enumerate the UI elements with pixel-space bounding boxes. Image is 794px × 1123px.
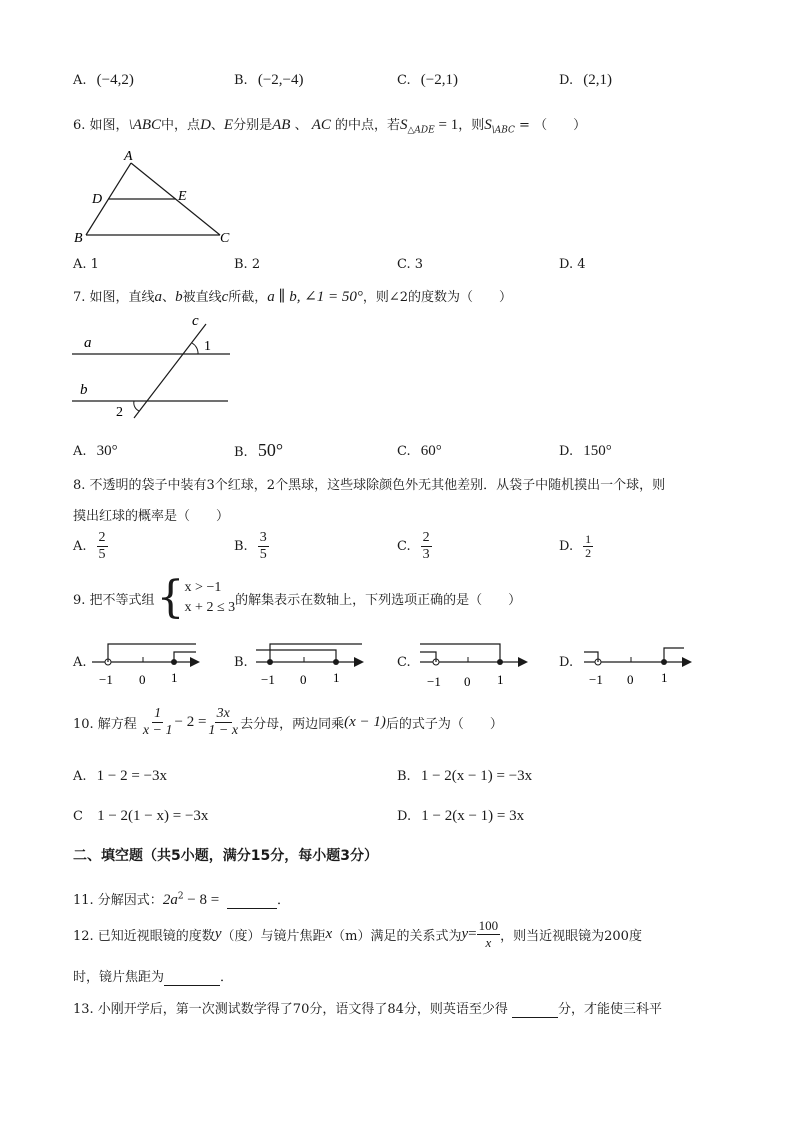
angle-2-arc bbox=[134, 401, 139, 411]
label-1: 1 bbox=[204, 339, 211, 354]
exponent: 2 bbox=[177, 891, 184, 902]
expression: − 8 = bbox=[183, 892, 223, 908]
option-value: 50° bbox=[257, 440, 284, 460]
q6-option-d[interactable] bbox=[559, 257, 586, 272]
stem-text: 7. 如图，直线 bbox=[73, 290, 155, 305]
tick-label: 1 bbox=[497, 672, 504, 687]
stem-text: 13. 小刚开学后，第一次测试数学得了70分，语文得了84分，则英语至少得 bbox=[73, 1002, 513, 1017]
label-a: A bbox=[124, 149, 133, 164]
ray-right-from-minus1 bbox=[270, 644, 362, 662]
option-letter: B. bbox=[234, 73, 248, 88]
q7-option-a[interactable] bbox=[73, 443, 118, 460]
variable-y: y bbox=[214, 926, 222, 942]
option-value: 1 − 2(x − 1) = −3x bbox=[420, 768, 533, 784]
stem-text: 9. 把不等式组 bbox=[73, 592, 155, 608]
stem-text: 11. 分解因式： bbox=[73, 893, 163, 908]
axis-arrow bbox=[354, 657, 364, 667]
area-symbol: S bbox=[484, 117, 492, 133]
angle-1-arc bbox=[192, 343, 198, 354]
numerator: 2 bbox=[422, 530, 430, 545]
numerator: 1 bbox=[585, 532, 592, 546]
option-letter: A. bbox=[73, 769, 87, 784]
label-c: C bbox=[220, 231, 230, 245]
q13-line1 bbox=[73, 998, 662, 1018]
tick-label: 1 bbox=[333, 670, 340, 685]
fraction bbox=[421, 530, 432, 563]
area-subscript: \ABC bbox=[491, 125, 515, 136]
q6-option-b[interactable] bbox=[234, 257, 260, 272]
q6-triangle-figure bbox=[70, 145, 240, 245]
q6-option-a[interactable] bbox=[73, 257, 99, 272]
denominator: 3 bbox=[422, 547, 430, 562]
tick-label: 0 bbox=[300, 672, 307, 687]
system-brace: { bbox=[156, 572, 185, 623]
variable-y: y bbox=[461, 926, 469, 942]
stem-text: 10. 解方程 bbox=[73, 717, 137, 732]
tick-label: −1 bbox=[261, 672, 275, 687]
numerator: 100 bbox=[478, 918, 499, 933]
stem-text: 去分母，两边同乘 bbox=[240, 717, 345, 732]
label-e: E bbox=[178, 189, 187, 204]
q10-stem bbox=[73, 706, 503, 739]
denominator: 5 bbox=[259, 547, 267, 562]
fraction bbox=[477, 918, 501, 951]
option-letter: C. bbox=[397, 73, 411, 88]
stem-text: 分，才能使三科平 bbox=[558, 1002, 663, 1017]
option-value: 1 − 2(x − 1) = 3x bbox=[421, 808, 525, 824]
option-letter: B. bbox=[234, 539, 248, 554]
option-letter: A. bbox=[73, 257, 87, 272]
numerator: 1 bbox=[154, 706, 162, 721]
q9-option-d-number-line[interactable] bbox=[580, 640, 696, 690]
q7-option-d[interactable] bbox=[559, 443, 612, 460]
q5-option-a[interactable] bbox=[73, 72, 134, 89]
option-value: 3 bbox=[414, 257, 424, 272]
option-value: 1 − 2 = −3x bbox=[96, 768, 168, 784]
stem-text: 、 bbox=[290, 118, 312, 133]
stem-text: ，则 bbox=[458, 118, 485, 133]
option-letter: A. bbox=[73, 539, 87, 554]
q9-option-c-number-line[interactable] bbox=[416, 640, 532, 690]
tick-label: 0 bbox=[139, 672, 146, 687]
line-c-drawing bbox=[134, 324, 206, 418]
option-value: 1 bbox=[90, 257, 99, 272]
answer-parens: = （ ） bbox=[514, 118, 587, 133]
q10-option-d[interactable] bbox=[397, 808, 524, 825]
option-value: 60° bbox=[420, 443, 442, 459]
q8-stem-line1: 8. 不透明的袋子中装有3个红球，2个黑球，这些球除颜色外无其他差别．从袋子中随机摸出一个球，则 bbox=[73, 478, 666, 493]
numerator: 2 bbox=[98, 530, 106, 545]
option-letter: C. bbox=[397, 257, 411, 272]
tick-label: 0 bbox=[627, 672, 634, 687]
stem-text: 6. 如图， bbox=[73, 118, 129, 133]
q9-option-a-letter[interactable]: A. bbox=[73, 655, 87, 670]
q8-option-c[interactable] bbox=[397, 530, 432, 563]
line-b: b bbox=[175, 289, 183, 305]
q10-option-c[interactable] bbox=[73, 808, 208, 825]
denominator: 5 bbox=[98, 547, 106, 562]
option-value: (2,1) bbox=[583, 72, 612, 88]
q5-option-d[interactable] bbox=[559, 72, 612, 89]
q7-option-c[interactable] bbox=[397, 443, 442, 460]
line-a: a bbox=[154, 289, 163, 305]
option-letter: D. bbox=[559, 539, 574, 554]
tick-label: −1 bbox=[589, 672, 603, 687]
option-letter: A. bbox=[73, 444, 87, 459]
option-letter: C bbox=[73, 809, 83, 824]
denominator: x − 1 bbox=[142, 723, 173, 738]
point-d: D bbox=[200, 117, 211, 133]
stem-text: 的中点，若 bbox=[330, 118, 401, 133]
q11 bbox=[73, 889, 290, 909]
line-c: c bbox=[221, 289, 229, 305]
axis-arrow bbox=[190, 657, 200, 667]
option-value: 30° bbox=[96, 443, 118, 459]
option-letter: B. bbox=[397, 769, 411, 784]
condition: a ∥ b, ∠1 = 50° bbox=[267, 289, 363, 305]
option-letter: B. bbox=[234, 445, 248, 460]
area-symbol: S bbox=[400, 117, 408, 133]
q5-option-c[interactable] bbox=[397, 72, 458, 89]
q9-stem bbox=[73, 572, 522, 623]
q8-stem-line2: 摸出红球的概率是（ ） bbox=[73, 509, 230, 524]
option-letter: B. bbox=[234, 257, 248, 272]
q8-option-b[interactable] bbox=[234, 530, 269, 563]
answer-blank[interactable] bbox=[164, 970, 220, 986]
fraction-2 bbox=[206, 706, 240, 739]
option-value: 2 bbox=[251, 257, 261, 272]
label-a: a bbox=[84, 335, 92, 351]
stem-text: 后的式子为（ ） bbox=[385, 717, 503, 732]
stem-text: 12. 已知近视眼镜的度数 bbox=[73, 929, 215, 944]
axis-arrow bbox=[682, 657, 692, 667]
option-letter: C. bbox=[397, 539, 411, 554]
variable-x: x bbox=[325, 926, 333, 942]
area-subscript: △ADE bbox=[407, 125, 435, 136]
q9-option-d-letter[interactable]: D. bbox=[559, 655, 574, 670]
segment-ac: AC bbox=[311, 117, 331, 133]
q7-option-b[interactable] bbox=[234, 440, 283, 461]
fraction bbox=[258, 530, 269, 563]
numerator: 3 bbox=[259, 530, 267, 545]
equals: = bbox=[468, 926, 477, 942]
option-letter: D. bbox=[559, 257, 574, 272]
option-letter: D. bbox=[397, 809, 412, 824]
fraction bbox=[583, 533, 593, 560]
numerator: 3x bbox=[216, 706, 230, 721]
stem-text: ． bbox=[276, 893, 290, 908]
option-value: (−4,2) bbox=[96, 72, 134, 88]
option-value: 4 bbox=[577, 257, 586, 272]
equation: = 1 bbox=[434, 117, 459, 133]
label-b: b bbox=[80, 382, 88, 398]
stem-text: （m）满足的关系式为 bbox=[332, 929, 462, 944]
q10-option-b[interactable] bbox=[397, 768, 532, 785]
stem-text: 时，镜片焦距为 bbox=[73, 970, 165, 985]
fraction-1 bbox=[141, 706, 175, 739]
stem-text: 中，点 bbox=[161, 118, 201, 133]
fraction bbox=[97, 530, 108, 563]
expression: 2a bbox=[162, 892, 178, 908]
segment-ab: AB bbox=[272, 117, 291, 133]
q9-option-b-letter[interactable]: B. bbox=[234, 655, 248, 670]
q6-option-c[interactable] bbox=[397, 257, 423, 272]
q6-stem bbox=[73, 114, 586, 136]
option-letter: D. bbox=[559, 444, 574, 459]
tick-label: −1 bbox=[427, 674, 441, 689]
section-heading: 二、填空题（共5小题，满分15分，每小题3分） bbox=[73, 848, 378, 864]
label-c: c bbox=[192, 313, 199, 329]
option-letter: C. bbox=[397, 444, 411, 459]
label-b: B bbox=[74, 231, 83, 245]
ray-left-from-1 bbox=[420, 644, 500, 662]
denominator: x bbox=[485, 935, 492, 950]
stem-text: 的解集表示在数轴上，下列选项正确的是（ ） bbox=[235, 592, 522, 608]
equation-middle: − 2 = bbox=[174, 714, 207, 730]
option-value: 1 − 2(1 − x) = −3x bbox=[97, 808, 209, 824]
stem-text: 所截， bbox=[228, 290, 268, 305]
answer-blank[interactable] bbox=[512, 1002, 558, 1018]
option-letter: D. bbox=[559, 73, 574, 88]
option-value: (−2,1) bbox=[420, 72, 458, 88]
q12-line1 bbox=[73, 918, 642, 951]
label-2: 2 bbox=[116, 405, 123, 420]
tick-label: 0 bbox=[464, 674, 471, 689]
q7-parallel-lines-figure bbox=[68, 310, 238, 430]
inequality-system bbox=[185, 578, 236, 618]
stem-text: 被直线 bbox=[182, 290, 222, 305]
stem-text: （度）与镜片焦距 bbox=[221, 929, 326, 944]
multiplier: (x − 1) bbox=[344, 714, 386, 730]
stem-text: ． bbox=[220, 970, 234, 985]
q7-stem bbox=[73, 286, 512, 306]
label-d: D bbox=[92, 192, 103, 207]
option-value: 150° bbox=[583, 443, 612, 459]
q5-option-b[interactable] bbox=[234, 72, 304, 89]
stem-text: ，则∠2的度数为（ ） bbox=[362, 290, 513, 305]
denominator: 2 bbox=[585, 546, 592, 560]
point-e: E bbox=[223, 117, 234, 133]
stem-text: ，则当近视眼镜为200度 bbox=[500, 929, 642, 944]
denominator: 1 − x bbox=[208, 723, 239, 738]
tick-label: −1 bbox=[99, 672, 113, 687]
inequality-2: x + 2 ≤ 3 bbox=[184, 600, 236, 615]
triangle-name: \ABC bbox=[128, 117, 162, 133]
q9-option-c-letter[interactable]: C. bbox=[397, 655, 411, 670]
stem-text: 、 bbox=[162, 290, 176, 305]
q10-option-a[interactable] bbox=[73, 768, 167, 785]
axis-arrow bbox=[518, 657, 528, 667]
inequality-1: x > −1 bbox=[184, 580, 222, 595]
tick-label: 1 bbox=[171, 670, 178, 685]
answer-blank[interactable] bbox=[227, 893, 277, 909]
q9-option-a-number-line[interactable] bbox=[88, 640, 204, 690]
q9-option-b-number-line[interactable] bbox=[252, 640, 368, 690]
option-letter: A. bbox=[73, 73, 87, 88]
stem-text: 、 bbox=[210, 118, 224, 133]
tick-label: 1 bbox=[661, 670, 668, 685]
q8-option-a[interactable] bbox=[73, 530, 108, 563]
q12-line2 bbox=[73, 966, 233, 986]
option-value: (−2,−4) bbox=[257, 72, 304, 88]
ray-right-from-1 bbox=[664, 648, 684, 662]
q8-option-d[interactable] bbox=[559, 533, 593, 560]
ray-right-from-minus1 bbox=[108, 644, 196, 662]
stem-text: 分别是 bbox=[233, 118, 273, 133]
